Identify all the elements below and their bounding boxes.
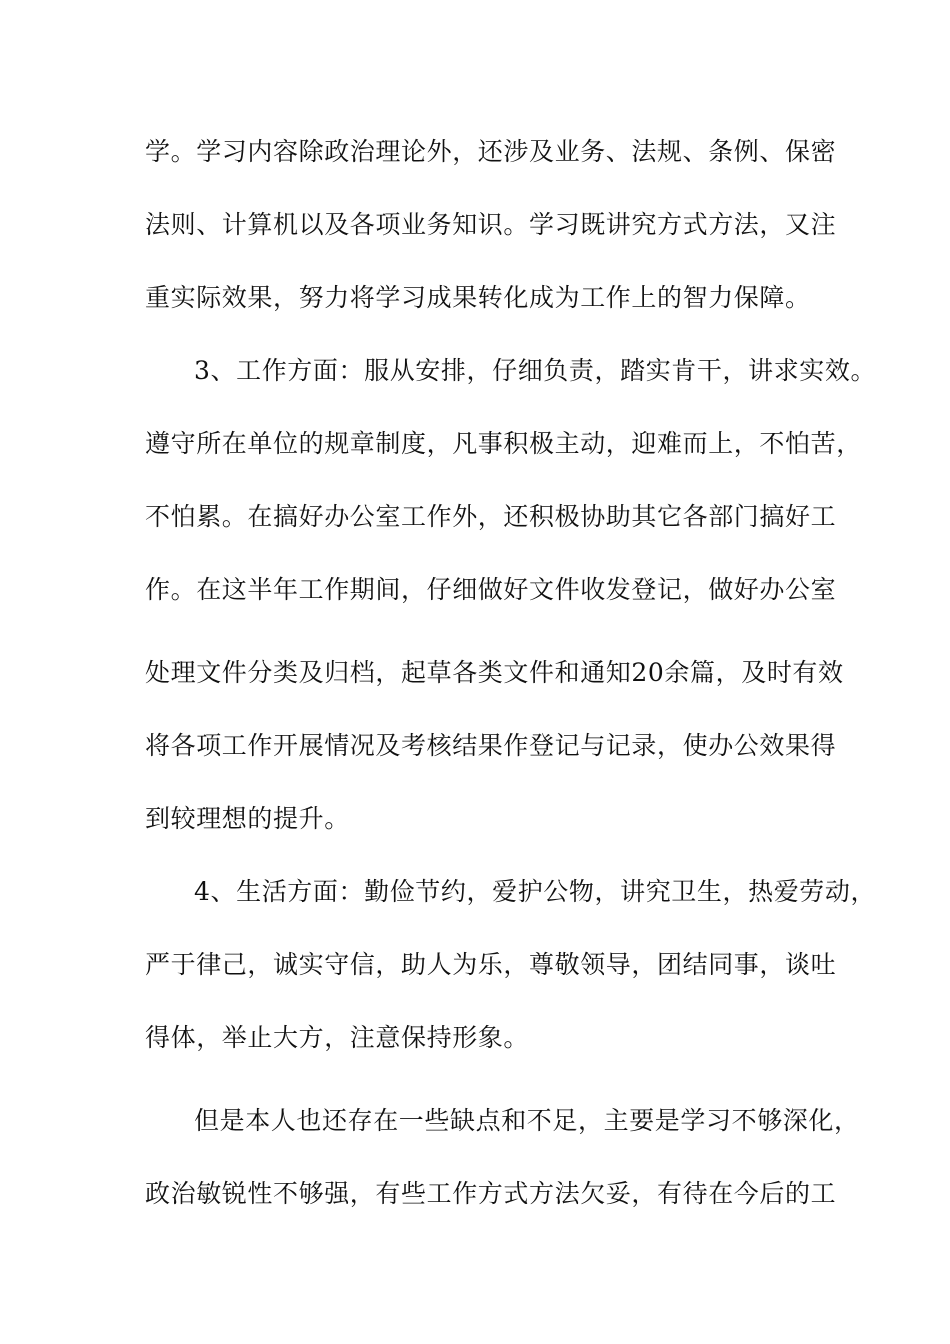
paragraph-line: 不怕累。在搞好办公室工作外，还积极协助其它各部门搞好工 <box>145 502 837 531</box>
paragraph-line: 重实际效果，努力将学习成果转化成为工作上的智力保障。 <box>145 283 811 312</box>
paragraph-line: 4、生活方面：勤俭节约，爱护公物，讲究卫生，热爱劳动， <box>194 877 877 906</box>
paragraph-line: 学。学习内容除政治理论外，还涉及业务、法规、条例、保密 <box>145 137 837 166</box>
paragraph-line: 严于律己，诚实守信，助人为乐，尊敬领导，团结同事，谈吐 <box>145 950 837 979</box>
paragraph-line: 处理文件分类及归档，起草各类文件和通知20余篇，及时有效 <box>145 658 844 687</box>
paragraph-line: 将各项工作开展情况及考核结果作登记与记录，使办公效果得 <box>145 731 837 760</box>
paragraph-line: 作。在这半年工作期间，仔细做好文件收发登记，做好办公室 <box>145 575 837 604</box>
paragraph-line: 到较理想的提升。 <box>145 804 350 833</box>
paragraph-line: 3、工作方面：服从安排，仔细负责，踏实肯干，讲求实效。 <box>194 356 877 385</box>
paragraph-line: 法则、计算机以及各项业务知识。学习既讲究方式方法，又注 <box>145 210 837 239</box>
paragraph-line: 政治敏锐性不够强，有些工作方式方法欠妥，有待在今后的工 <box>145 1179 837 1208</box>
paragraph-line: 得体，举止大方，注意保持形象。 <box>145 1023 530 1052</box>
paragraph-line: 但是本人也还存在一些缺点和不足，主要是学习不够深化， <box>194 1106 860 1135</box>
paragraph-line: 遵守所在单位的规章制度，凡事积极主动，迎难而上，不怕苦， <box>145 429 862 458</box>
